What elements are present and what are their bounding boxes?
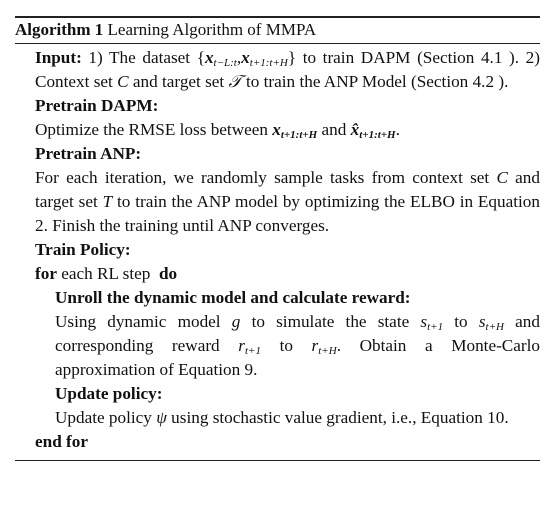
math-x: x	[241, 48, 250, 67]
math-T: 𝒯	[228, 72, 242, 91]
algorithm-label: Algorithm 1	[15, 20, 104, 39]
math-C: C	[117, 72, 129, 91]
math-s: s	[478, 312, 486, 331]
pretrain-dapm-heading	[35, 94, 540, 118]
input-label: Input:	[35, 48, 82, 67]
unroll-line	[55, 310, 540, 382]
math-sub: t+1:t+H	[280, 129, 318, 141]
train-policy-heading	[35, 238, 540, 262]
algorithm-box	[15, 16, 540, 461]
do-keyword: do	[158, 264, 178, 283]
set-brace: }	[287, 48, 297, 67]
unroll-text: Using dynamic model	[55, 312, 221, 331]
for-text: each RL step	[61, 264, 151, 283]
input-text: to train the ANP Model (Section 4.2 ).	[245, 72, 509, 91]
unroll-text: to	[279, 336, 293, 355]
unroll-text: to simulate the state	[251, 312, 410, 331]
math-comma: ,	[236, 48, 242, 67]
update-text: Update policy	[55, 408, 152, 427]
update-text: using stochastic value gradient, i.e., Equation 10.	[171, 408, 509, 427]
bottom-rule	[15, 460, 540, 461]
math-T: T	[102, 192, 113, 211]
set-brace: {	[196, 48, 205, 67]
math-x: x	[204, 48, 214, 67]
loop-body	[35, 286, 540, 430]
math-s: s	[420, 312, 428, 331]
pretrain-dapm-text: and	[321, 120, 347, 139]
math-sub: t+H	[318, 345, 337, 357]
math-r: r	[238, 336, 245, 355]
math-sub: t+1	[427, 321, 444, 333]
math-sub: t+1:t+H	[359, 129, 396, 141]
pretrain-anp-text: For each iteration, we randomly sample tasks from context set	[35, 168, 490, 187]
unroll-text: to	[454, 312, 468, 331]
math-C: C	[496, 168, 508, 187]
pretrain-anp-heading	[35, 142, 540, 166]
math-sub: t+H	[485, 321, 504, 333]
math-r: r	[311, 336, 319, 355]
unroll-heading	[55, 286, 540, 310]
algorithm-body	[15, 44, 540, 456]
pretrain-anp-label: Pretrain ANP:	[35, 144, 142, 163]
pretrain-dapm-line	[35, 118, 540, 142]
input-line	[35, 46, 540, 94]
period: .	[395, 120, 400, 139]
pretrain-anp-text: and target set	[35, 168, 540, 211]
math-psi: ψ	[156, 408, 167, 427]
algorithm-title: Learning Algorithm of MMPA	[107, 20, 317, 39]
math-sub: t−L:t	[213, 57, 237, 69]
math-sub: t+1:t+H	[249, 57, 288, 69]
end-for-keyword: end for	[35, 432, 88, 451]
math-x: x	[272, 120, 281, 139]
unroll-text: and corresponding reward	[55, 312, 540, 355]
update-heading	[55, 382, 540, 406]
update-line	[55, 406, 540, 430]
input-text: to train DAPM (Section 4.1 ). 2) Context set	[35, 48, 540, 91]
update-label: Update policy:	[55, 384, 163, 403]
for-keyword: for	[35, 264, 57, 283]
pretrain-anp-text: to train the ANP model by optimizing the ELBO in Equation 2. Finish the training until ANP converges.	[35, 192, 540, 235]
pretrain-anp-line	[35, 166, 540, 238]
unroll-label: Unroll the dynamic model and calculate reward:	[55, 288, 411, 307]
input-text: 1) The dataset	[88, 48, 191, 67]
pretrain-dapm-text: Optimize the RMSE loss between	[35, 120, 268, 139]
algorithm-caption	[15, 18, 540, 43]
end-for-line	[35, 430, 540, 454]
pretrain-dapm-label: Pretrain DAPM:	[35, 96, 159, 115]
unroll-text: . Obtain a Monte-Carlo approximation of Equation 9.	[55, 336, 540, 379]
math-xhat: x̂	[350, 120, 360, 139]
train-policy-label: Train Policy:	[35, 240, 131, 259]
for-line	[35, 262, 540, 286]
math-sub: t+1	[244, 345, 261, 357]
input-text: and target set	[132, 72, 225, 91]
math-g: g	[231, 312, 241, 331]
